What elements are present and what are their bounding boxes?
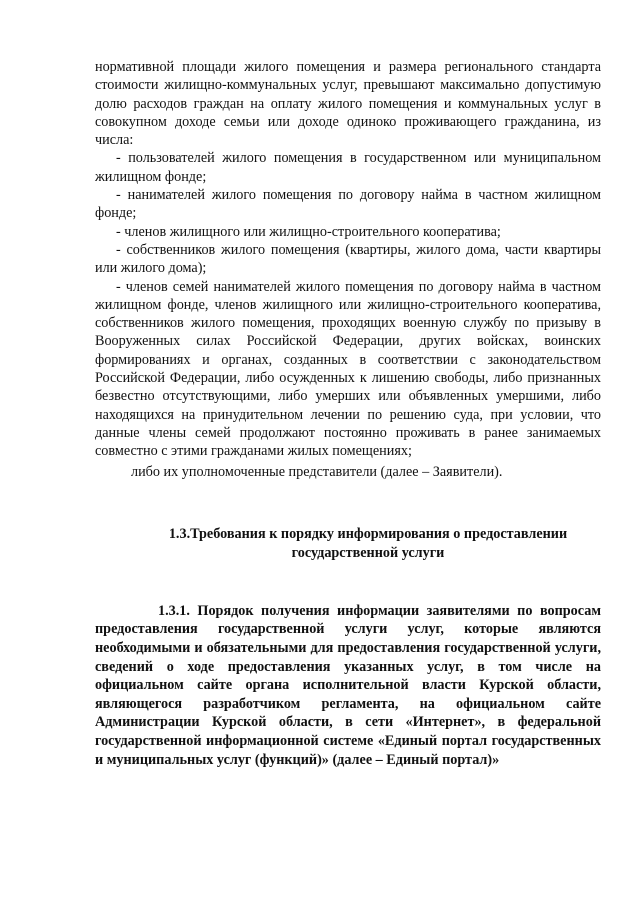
list-item-tenants: - нанимателей жилого помещения по договору найма в частном жилищном фонде;: [95, 187, 601, 222]
representatives-paragraph: либо их уполномоченные представители (далее – Заявители).: [131, 463, 503, 480]
list-item-users: - пользователей жилого помещения в государственном или муниципальном жилищном фонде;: [95, 150, 601, 185]
list-item-cooperative-members: - членов жилищного или жилищно-строительного кооператива;: [116, 223, 501, 240]
list-item-owners: - собственников жилого помещения (квартиры, жилого дома, части квартиры или жилого дома);: [95, 241, 601, 277]
section-heading: 1.3.Требования к порядку информирования о предоставлении государственной услуги: [168, 525, 568, 561]
subsection-paragraph: 1.3.1. Порядок получения информации заявителями по вопросам предоставления государственной услуги услуг, которые являются необходимыми и обязательными для предоставления государственной услуги, сведений о ходе предоставления указанных услуг, в том числе на официальном сайте органа исполнительной власти Курской области, являющегося разработчиком регламента, на официальном сайте Администрации Курской области, в сети «Интернет», в федеральной государственной информационной системе «Единый портал государственных и муниципальных услуг (функций)» (далее – Единый портал)»: [95, 602, 601, 768]
list-item-family-members: - членов семей нанимателей жилого помещения по договору найма в частном жилищном фонде, членов жилищного или жилищно-строительного кооператива, собственников жилого помещения, проходящих военную службу по призыву в Вооруженных силах Российской Федерации, других войсках, воинских формированиях и органах, созданных в соответствии с законодательством Российской Федерации, либо осужденных к лишению свободы, либо признанных безвестно отсутствующими, либо умерших или объявленных умершими, либо находящихся на принудительном лечении по решению суда, при условии, что данные члены семей продолжают постоянно проживать в ранее занимаемых совместно с этими гражданами жилых помещениях;: [95, 278, 601, 460]
intro-paragraph: нормативной площади жилого помещения и размера регионального стандарта стоимости жилищно-коммунальных услуг, превышают максимально допустимую долю расходов граждан на оплату жилого помещения и коммунальных услуг в совокупном доходе семьи или доходе одиноко проживающего гражданина, из числа:: [95, 59, 601, 149]
document-page: [95, 58, 601, 769]
